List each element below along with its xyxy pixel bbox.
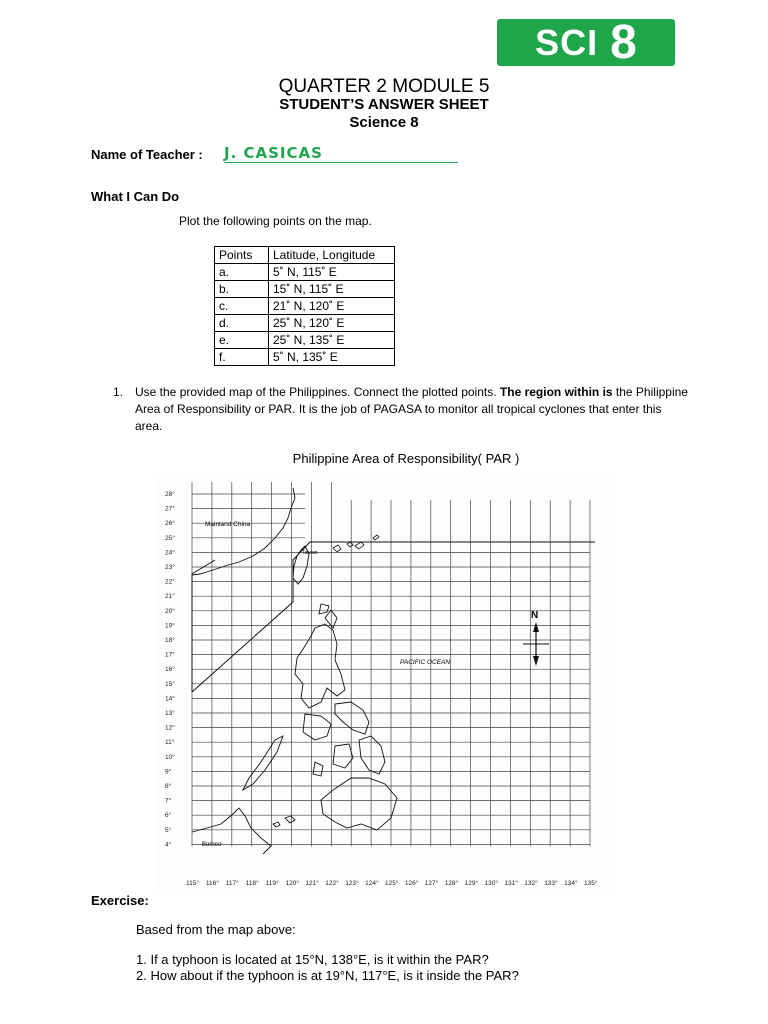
- longitude-label: 128°: [444, 880, 459, 887]
- table-row: [215, 281, 395, 298]
- teacher-name-field[interactable]: J. CASICAS: [224, 144, 458, 163]
- exercise-question-2: 2. How about if the typhoon is at 19°N, 117°E, is it inside the PAR?: [136, 968, 519, 983]
- latitude-label: 27°: [165, 505, 175, 513]
- latitude-label: 7°: [165, 797, 172, 805]
- instruction-text: Plot the following points on the map.: [179, 214, 372, 228]
- table-row: [215, 332, 395, 349]
- longitude-label: 123°: [345, 880, 359, 887]
- exercise-intro: Based from the map above:: [136, 922, 296, 937]
- latitude-label: 14°: [165, 695, 175, 703]
- latitude-label: 24°: [165, 549, 175, 557]
- logo-text-8: 8: [610, 15, 637, 69]
- points-table: [214, 246, 395, 366]
- table-header: Latitude, Longitude: [269, 247, 395, 264]
- section-heading: What I Can Do: [91, 189, 180, 204]
- table-cell: e.: [215, 332, 269, 349]
- latitude-label: 20°: [165, 607, 175, 615]
- item-number: 1.: [113, 385, 124, 399]
- longitude-label: 132°: [524, 880, 538, 887]
- latitude-label: 26°: [165, 520, 175, 528]
- item-text-part: Use the provided map of the Philippines. Connect the plotted points.: [135, 385, 500, 399]
- table-row: [215, 264, 395, 281]
- table-header-row: [215, 247, 395, 264]
- latitude-label: 6°: [165, 812, 172, 820]
- latitude-label: 15°: [165, 680, 175, 688]
- longitude-label: 131°: [504, 880, 518, 887]
- map-title: Philippine Area of Responsibility( PAR ): [292, 451, 520, 466]
- logo-text-sci: SCI: [535, 21, 599, 63]
- longitude-label: 125°: [385, 880, 399, 887]
- longitude-label: 122°: [325, 880, 339, 887]
- table-row: [215, 315, 395, 332]
- longitude-label: 124°: [365, 880, 379, 887]
- table-cell: 15˚ N, 115˚ E: [269, 281, 395, 298]
- longitude-label: 117°: [225, 880, 239, 887]
- table-row: [215, 298, 395, 315]
- table-cell: 21˚ N, 120˚ E: [269, 298, 395, 315]
- instruction-item-1: [113, 384, 688, 435]
- table-cell: 25˚ N, 135˚ E: [269, 332, 395, 349]
- latitude-label: 9°: [165, 768, 172, 776]
- latitude-label: 16°: [165, 666, 175, 674]
- latitude-label: 13°: [165, 710, 175, 717]
- label-pacific-ocean: PACIFIC OCEAN: [400, 659, 451, 666]
- longitude-label: 133°: [544, 880, 558, 887]
- table-row: [215, 349, 395, 366]
- table-cell: b.: [215, 281, 269, 298]
- longitude-label: 130°: [484, 880, 498, 887]
- table-cell: a.: [215, 264, 269, 281]
- latitude-label: 8°: [165, 783, 172, 790]
- item-text-part: the Philippine Area of Responsibility or PAR. It is the job of PAGASA to monitor all tropical cyclones that enter this area.: [135, 385, 688, 433]
- latitude-label: 22°: [165, 578, 175, 586]
- latitude-label: 19°: [165, 622, 175, 630]
- exercise-question-1: 1. If a typhoon is located at 15°N, 138°E, is it within the PAR?: [136, 952, 489, 967]
- table-header: Points: [215, 247, 269, 264]
- exercise-heading: Exercise:: [91, 893, 149, 908]
- latitude-label: 21°: [165, 593, 175, 601]
- label-mainland-china: Mainland China: [205, 521, 251, 528]
- longitude-label: 134°: [564, 880, 578, 887]
- longitude-label: 129°: [464, 880, 479, 887]
- map-grid: [192, 482, 590, 846]
- longitude-label: 135°: [584, 880, 598, 887]
- longitude-label: 116°: [205, 880, 219, 887]
- longitude-label: 127°: [424, 880, 439, 887]
- page-subtitle: STUDENT’S ANSWER SHEET: [279, 96, 489, 113]
- latitude-label: 18°: [165, 637, 175, 644]
- table-cell: 25˚ N, 120˚ E: [269, 315, 395, 332]
- table-cell: c.: [215, 298, 269, 315]
- latitude-label: 11°: [165, 739, 175, 747]
- longitude-labels: [186, 879, 598, 887]
- latitude-label: 25°: [165, 534, 175, 542]
- longitude-label: 120°: [285, 880, 299, 887]
- latitude-label: 4°: [165, 841, 172, 849]
- table-cell: d.: [215, 315, 269, 332]
- longitude-label: 126°: [404, 880, 419, 887]
- latitude-label: 17°: [165, 651, 175, 659]
- longitude-label: 115°: [186, 880, 199, 887]
- table-cell: 5˚ N, 135˚ E: [269, 349, 395, 366]
- latitude-label: 28°: [165, 491, 175, 498]
- subject-title: Science 8: [349, 114, 419, 131]
- item-text-bold: The region within is: [499, 385, 613, 399]
- teacher-label: Name of Teacher :: [91, 147, 203, 162]
- longitude-label: 118°: [245, 880, 259, 887]
- longitude-label: 121°: [305, 880, 319, 887]
- label-borneo: Borneo: [202, 842, 222, 848]
- latitude-label: 23°: [165, 564, 175, 571]
- label-taiwan: Taiwan: [302, 550, 318, 556]
- latitude-label: 10°: [165, 753, 175, 761]
- table-cell: 5˚ N, 115˚ E: [269, 264, 395, 281]
- longitude-label: 119°: [265, 880, 279, 887]
- page-title: QUARTER 2 MODULE 5: [278, 76, 490, 97]
- item-text: [135, 384, 688, 435]
- latitude-label: 12°: [165, 724, 175, 732]
- compass-n-label: N: [531, 610, 539, 621]
- table-cell: f.: [215, 349, 269, 366]
- sci8-logo: [497, 15, 675, 69]
- par-map[interactable]: [155, 478, 615, 890]
- latitude-label: 5°: [165, 826, 172, 834]
